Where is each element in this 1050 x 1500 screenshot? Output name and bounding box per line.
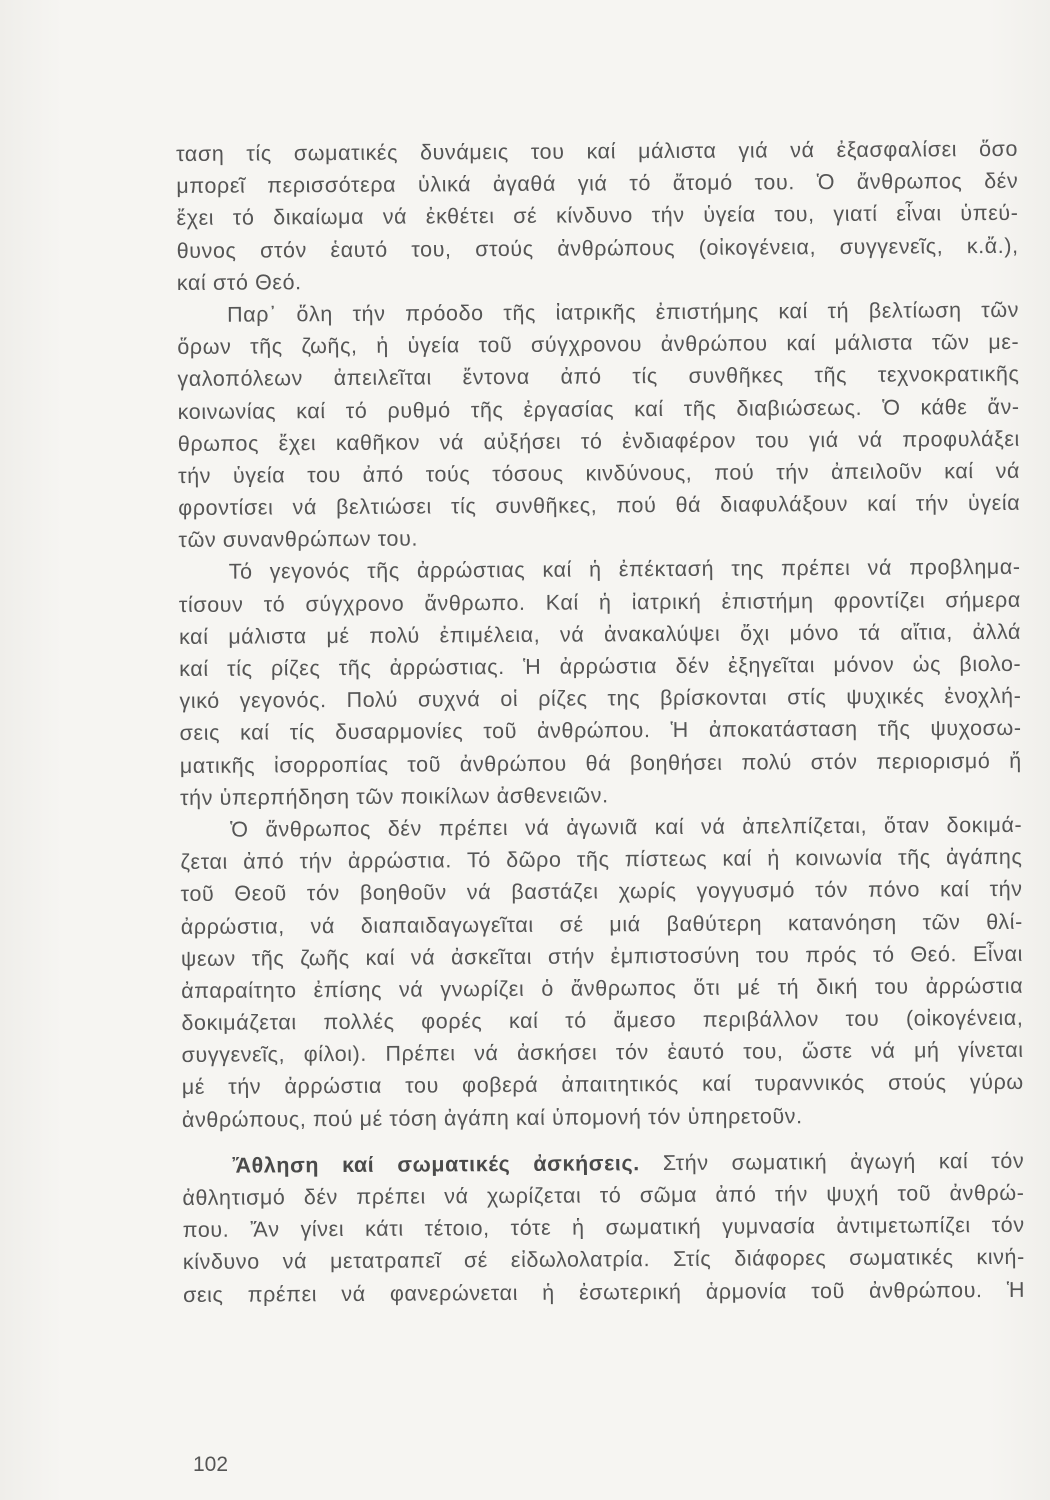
text-line: μέ τήν ἀρρώστια του φοβερά ἀπαιτητικός καί τυραννικός στούς γύρω xyxy=(181,1070,1024,1100)
text-line: σεις πρέπει νά φανερώνεται ἡ ἐσωτερική ἁρμονία τοῦ ἀνθρώπου. Ἡ xyxy=(182,1277,1026,1307)
paragraph-1 xyxy=(176,133,1019,299)
section-heading: Ἄθληση καί σωματικές ἀσκήσεις. xyxy=(232,1150,640,1178)
heading-line-rest: Στήν σωματική ἀγωγή καί τόν xyxy=(662,1148,1025,1175)
text-line: τῶν συνανθρώπων του. xyxy=(178,526,419,553)
text-line: ἀπαραίτητο ἐπίσης νά γνωρίζει ὁ ἄνθρωπος ὅτι μέ τή δική του ἀρρώστια xyxy=(181,973,1024,1003)
text-line: τίσουν τό σύγχρονο ἄνθρωπο. Καί ἡ ἰατρική ἐπιστήμη φροντίζει σήμερα xyxy=(178,587,1021,617)
text-line: καί μάλιστα μέ πολύ ἐπιμέλεια, νά ἀνακαλύψει ὄχι μόνο τά αἴτια, ἀλλά xyxy=(178,619,1022,649)
text-line: φροντίσει νά βελτιώσει τίς συνθῆκες, πού θά διαφυλάξουν καί τήν ὑγεία xyxy=(178,490,1021,521)
text-line: ζεται ἀπό τήν ἀρρώστια. Τό δῶρο τῆς πίστεως καί ἡ κοινωνία τῆς ἀγάπης xyxy=(180,844,1023,875)
text-line: θυνος στόν ἑαυτό του, στούς ἀνθρώπους (οἰκογένεια, συγγενεῖς, κ.ἄ.), xyxy=(176,233,1019,263)
text-line: ταση τίς σωματικές δυνάμεις του καί μάλιστα γιά νά ἐξασφαλίσει ὅσο xyxy=(176,136,1019,166)
text-line: Ὁ ἄνθρωπος δέν πρέπει νά ἀγωνιᾶ καί νά ἀπελπίζεται, ὅταν δοκιμά- xyxy=(230,812,1023,842)
text-line: ἀρρώστια, νά διαπαιδαγωγεῖται σέ μιά βαθύτερη κατανόηση τῶν θλί- xyxy=(180,909,1023,939)
text-line: γικό γεγονός. Πολύ συχνά οἱ ρίζες της βρίσκονται στίς ψυχικές ἐνοχλή- xyxy=(179,684,1022,714)
text-line: κοινωνίας καί τό ρυθμό τῆς ἐργασίας καί τῆς διαβιώσεως. Ὁ κάθε ἄν- xyxy=(177,394,1020,424)
text-line: γαλοπόλεων ἀπειλεῖται ἔντονα ἀπό τίς συνθῆκες τῆς τεχνοκρατικῆς xyxy=(177,362,1020,392)
paragraph-5 xyxy=(182,1145,1025,1311)
body-text xyxy=(176,133,1025,1311)
paragraph-2 xyxy=(177,294,1021,557)
text-line: ψεων τῆς ζωῆς καί νά ἀσκεῖται στήν ἐμπιστοσύνη του πρός τό Θεό. Εἶναι xyxy=(180,941,1024,971)
page-number: 102 xyxy=(193,1453,229,1476)
text-line: συγγενεῖς, φίλοι). Πρέπει νά ἀσκήσει τόν ἑαυτό του, ὥστε νά μή γίνεται xyxy=(181,1038,1024,1068)
text-line: καί στό Θεό. xyxy=(176,269,302,295)
text-line: Τό γεγονός τῆς ἀρρώστιας καί ἡ ἐπέκτασή της πρέπει νά προβλημα- xyxy=(228,555,1021,585)
text-line: τήν ὑπερπήδηση τῶν ποικίλων ἀσθενειῶν. xyxy=(179,783,609,810)
text-line: κίνδυνο νά μετατραπεῖ σέ εἰδωλολατρία. Στίς διάφορες σωματικές κινή- xyxy=(182,1245,1025,1275)
text-line: καί τίς ρίζες τῆς ἀρρώστιας. Ἡ ἀρρώστια δέν ἐξηγεῖται μόνον ὡς βιολο- xyxy=(179,651,1022,681)
text-line: που. Ἄν γίνει κάτι τέτοιο, τότε ἡ σωματική γυμνασία ἀντιμετωπίζει τόν xyxy=(182,1213,1025,1243)
text-line-with-heading xyxy=(182,1145,1024,1182)
text-line: ἀνθρώπους, πού μέ τόση ἀγάπη καί ὑπομονή τόν ὑπηρετοῦν. xyxy=(181,1103,803,1132)
text-line: τήν ὑγεία του ἀπό τούς τόσους κινδύνους, πού τήν ἀπειλοῦν καί νά xyxy=(177,458,1021,488)
text-line: θρωπος ἔχει καθῆκον νά αὐξήσει τό ἐνδιαφέρον του γιά νά προφυλάξει xyxy=(177,426,1020,456)
text-line: μπορεῖ περισσότερα ὑλικά ἀγαθά γιά τό ἄτομό του. Ὁ ἄνθρωπος δέν xyxy=(176,169,1019,199)
text-line: δοκιμάζεται πολλές φορές καί τό ἄμεσο περιβάλλον του (οἰκογένεια, xyxy=(181,1005,1024,1036)
paragraph-4 xyxy=(180,809,1024,1136)
text-line: σεις καί τίς δυσαρμονίες τοῦ ἀνθρώπου. Ἡ ἀποκατάσταση τῆς ψυχοσω- xyxy=(179,716,1022,746)
text-line: ματικῆς ἰσορροπίας τοῦ ἀνθρώπου θά βοηθήσει πολύ στόν περιορισμό ἤ xyxy=(179,748,1022,778)
text-line: ὅρων τῆς ζωῆς, ἡ ὑγεία τοῦ σύγχρονου ἀνθρώπου καί μάλιστα τῶν με- xyxy=(177,329,1020,360)
paragraph-3 xyxy=(179,551,1023,814)
text-line: ἔχει τό δικαίωμα νά ἐκθέτει σέ κίνδυνο τήν ὑγεία του, γιατί εἶναι ὑπεύ- xyxy=(176,201,1019,231)
text-line: ἀθλητισμό δέν πρέπει νά χωρίζεται τό σῶμα ἀπό τήν ψυχή τοῦ ἀνθρώ- xyxy=(182,1180,1025,1210)
text-line: τοῦ Θεοῦ τόν βοηθοῦν νά βαστάζει χωρίς γογγυσμό τόν πόνο καί τήν xyxy=(180,877,1023,907)
text-line: Παρ᾽ ὅλη τήν πρόοδο τῆς ἰατρικῆς ἐπιστήμης καί τή βελτίωση τῶν xyxy=(227,297,1020,327)
